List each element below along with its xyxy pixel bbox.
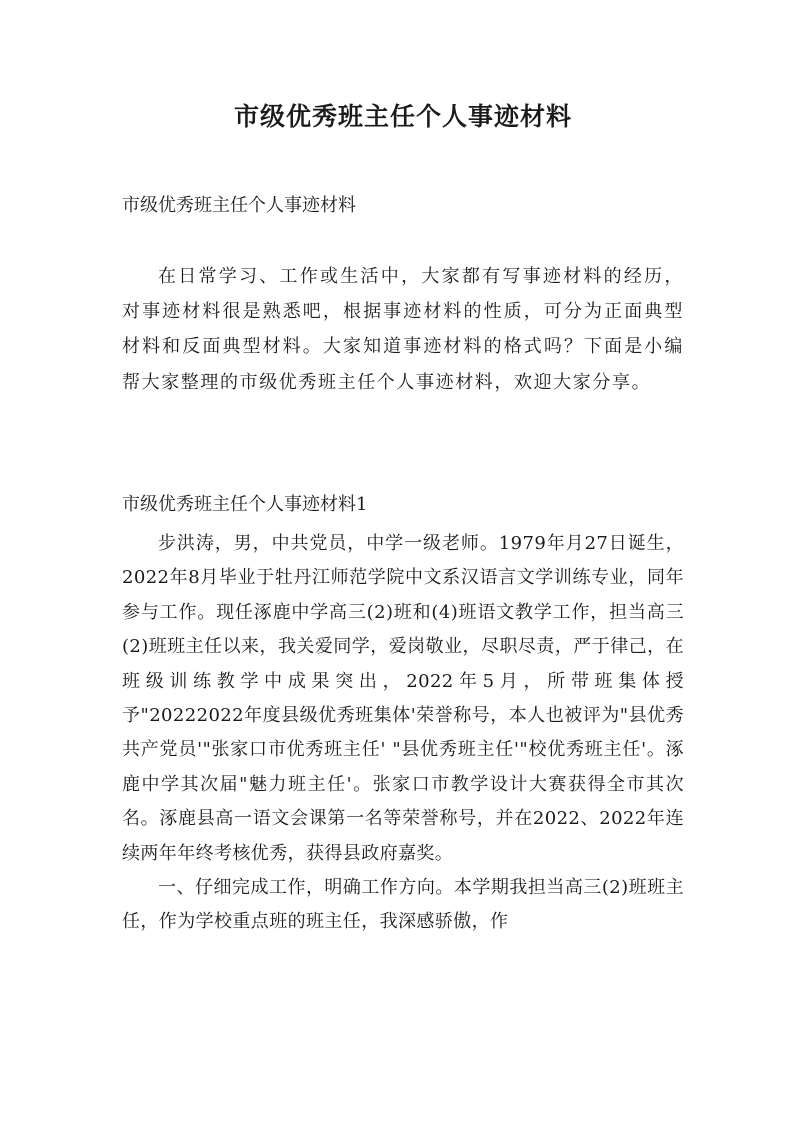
document-title: 市级优秀班主任个人事迹材料 bbox=[233, 102, 572, 131]
document-subtitle: 市级优秀班主任个人事迹材料 bbox=[122, 195, 356, 216]
section-1 bbox=[122, 491, 684, 940]
body-paragraph-1: 步洪涛，男，中共党员，中学一级老师。1979年月27日诞生，2022年8月毕业于牡丹江师范学院中文系汉语言文学训练专业，同年参与工作。现任涿鹿中学高三(2)班和(4)班语文教学工作，担当高三(2)班班主任以来，我关爱同学，爱岗敬业，尽职尽责，严于律己，在班级训练教学中成果突出，2022年5月，所带班集体授予"20222022年度县级优秀班集体'荣誉称号，本人也被评为"县优秀共产党员'"张家口市优秀班主任' "县优秀班主任'"校优秀班主任'。涿鹿中学其次届"魅力班主任'。张家口市教学设计大赛获得全市其次名。涿鹿县高一语文会课第一名等荣誉称号，并在2022、2022年连续两年年终考核优秀，获得县政府嘉奖。 bbox=[122, 533, 684, 864]
intro-paragraph: 在日常学习、工作或生活中，大家都有写事迹材料的经历，对事迹材料很是熟悉吧，根据事迹材料的性质，可分为正面典型材料和反面典型材料。大家知道事迹材料的格式吗？下面是小编帮大家整理的市级优秀班主任个人事迹材料，欢迎大家分享。 bbox=[122, 266, 684, 393]
section-heading: 市级优秀班主任个人事迹材料1 bbox=[122, 494, 368, 515]
body-paragraph-2: 一、仔细完成工作，明确工作方向。本学期我担当高三(2)班班主任，作为学校重点班的班主任，我深感骄傲，作 bbox=[122, 877, 684, 933]
intro-block bbox=[122, 259, 684, 400]
